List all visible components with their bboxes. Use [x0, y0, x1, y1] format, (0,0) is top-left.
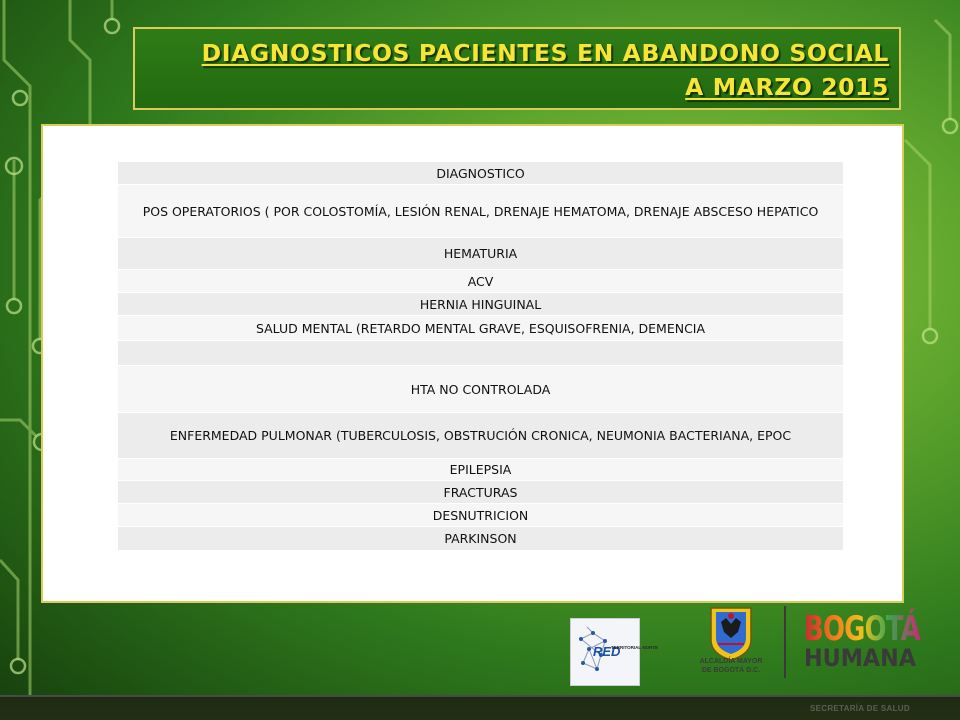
table-row: [118, 504, 843, 527]
diagnosis-cell: HTA NO CONTROLADA: [118, 366, 843, 413]
diagnosis-cell: FRACTURAS: [118, 481, 843, 504]
diagnosis-cell: [118, 341, 843, 366]
red-territorial-logo: [570, 618, 659, 686]
diagnosis-cell: ENFERMEDAD PULMONAR (TUBERCULOSIS, OBSTRUCIÓN CRONICA, NEUMONIA BACTERIANA, EPOC: [118, 413, 843, 459]
humana-word: HUMANA: [804, 644, 917, 672]
red-logo-text: RED: [593, 644, 621, 659]
table-row: [118, 162, 843, 185]
title-banner: [133, 27, 901, 110]
diagnosis-cell: PARKINSON: [118, 527, 843, 551]
red-logo-subtext: TERRITORIAL NORTE: [611, 645, 659, 650]
diagnosis-cell: EPILEPSIA: [118, 459, 843, 481]
title-line-1: DIAGNOSTICOS PACIENTES EN ABANDONO SOCIAL: [201, 39, 889, 67]
table-row: [118, 413, 843, 459]
bogota-humana-logo: [800, 604, 957, 672]
red-network-icon: [571, 619, 659, 685]
table-row: [118, 459, 843, 481]
diagnosis-cell: ACV: [118, 270, 843, 293]
diagnosis-cell: POS OPERATORIOS ( POR COLOSTOMÍA, LESIÓN RENAL, DRENAJE HEMATOMA, DRENAJE ABSCESO HEPATICO: [118, 185, 843, 238]
table-row: [118, 341, 843, 366]
table-row: [118, 270, 843, 293]
secretaria-label: SECRETARÍA DE SALUD: [810, 704, 910, 713]
table-row: [118, 366, 843, 413]
logo-divider: [784, 606, 786, 678]
diagnosis-cell: HERNIA HINGUINAL: [118, 293, 843, 316]
diagnosis-cell: HEMATURIA: [118, 238, 843, 270]
diagnosis-table: [118, 162, 843, 551]
title-line-2: A MARZO 2015: [685, 73, 889, 101]
diagnosis-cell: SALUD MENTAL (RETARDO MENTAL GRAVE, ESQUISOFRENIA, DEMENCIA: [118, 316, 843, 341]
table-row: [118, 316, 843, 341]
alcaldia-caption: [676, 657, 786, 675]
bogota-word: BOGOTÁ: [804, 609, 957, 649]
alcaldia-line-2: DE BOGOTÁ D.C.: [701, 667, 761, 674]
table-row: [118, 238, 843, 270]
alcaldia-line-1: ALCALDÍA MAYOR: [699, 658, 763, 665]
table-header-cell: DIAGNOSTICO: [118, 162, 843, 185]
table-row: [118, 527, 843, 551]
diagnosis-cell: DESNUTRICION: [118, 504, 843, 527]
table-row: [118, 481, 843, 504]
table-row: [118, 185, 843, 238]
table-row: [118, 293, 843, 316]
